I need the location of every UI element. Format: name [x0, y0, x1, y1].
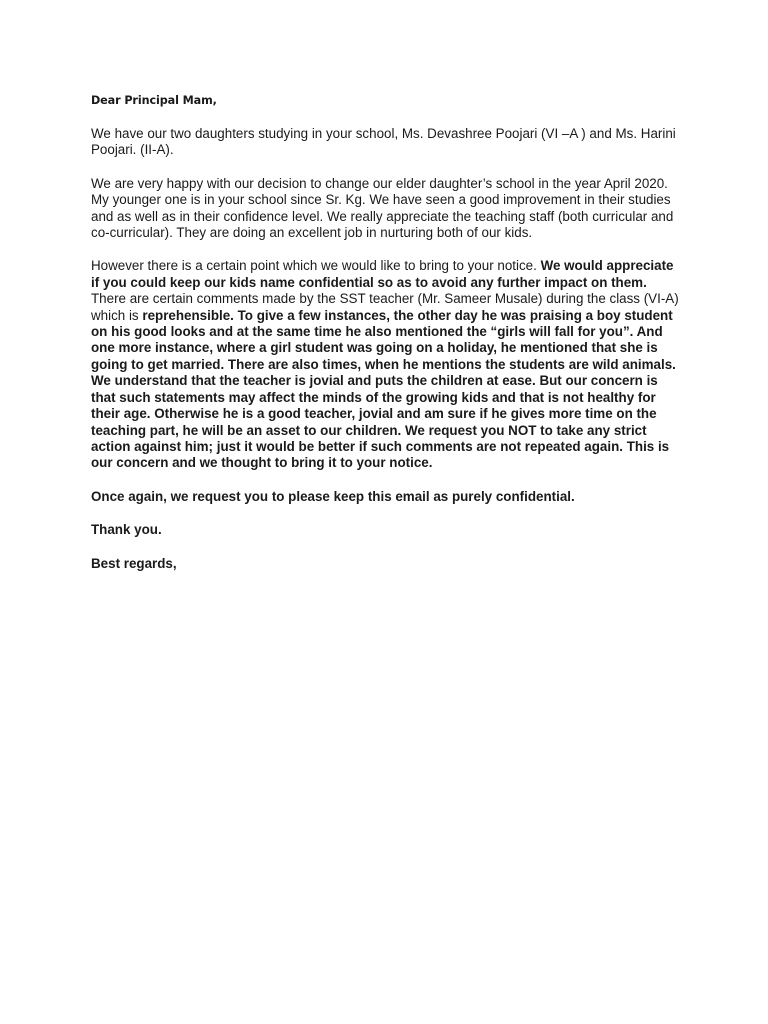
paragraph-thanks	[91, 522, 681, 538]
paragraph-confidential	[91, 489, 681, 505]
instances-text: reprehensible. To give a few instances, the other day he was praising a boy student on his good looks and at the same time he also mentioned the “girls will fall for you”. And one more instance, where a girl student was going on a holiday, he mentioned that she is going to get married. There are also times, when he mentions the students are wild animals. We understand that the teacher is jovial and puts the children at ease. But our concern is that such statements may affect the minds of the growing kids and that is not healthy for their age. Otherwise he is a good teacher, jovial and am sure if he gives more time on the teaching part, he will be an asset to our children. We request you NOT to take any strict action against him; just it would be better if such comments are not repeated again. This is our concern and we thought to bring it to your notice.	[91, 307, 676, 471]
confidential-request-text: Once again, we request you to please keep this email as purely confidential.	[91, 488, 575, 504]
thank-you-text: Thank you.	[91, 522, 162, 538]
teacher-comments-text: There are certain comments made by the SST teacher (Mr. Sameer Musale) during the class (VI-A) which is	[91, 291, 679, 323]
best-regards-text: Best regards,	[91, 555, 177, 571]
paragraph-appreciation: We are very happy with our decision to change our elder daughter’s school in the year April 2020. My younger one is in your school since Sr. Kg. We have seen a good improvement in their studies and as well as in their confidence level. We really appreciate the teaching staff (both curricular and co-curricular). They are doing an excellent job in nurturing both of our kids.	[91, 175, 674, 241]
paragraph-concern	[91, 258, 681, 471]
salutation: Dear Principal Mam,	[91, 94, 217, 107]
paragraph-signoff	[91, 556, 681, 572]
concern-intro-text: However there is a certain point which we would like to bring to your notice.	[91, 258, 541, 274]
letter-body	[91, 93, 681, 589]
paragraph-daughters: We have our two daughters studying in your school, Ms. Devashree Poojari (VI –A ) and Ms. Harini Poojari. (II-A).	[91, 126, 676, 158]
confidentiality-request-text: We would appreciate if you could keep our kids name confidential so as to avoid any further impact on them.	[91, 258, 674, 290]
